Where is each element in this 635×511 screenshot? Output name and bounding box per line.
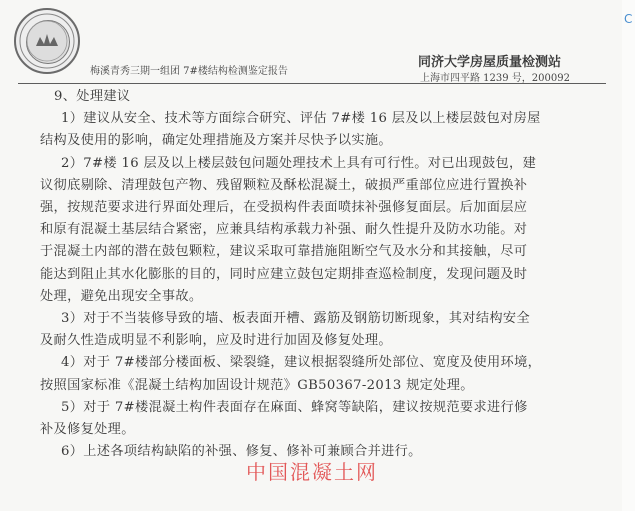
paragraph-line: 强，按规范要求进行界面处理后，在受损构件表面喷抹补强修复面层。后加面层应 — [40, 200, 528, 216]
site-watermark: 中国混凝土网 — [246, 460, 378, 484]
paragraph-line: 补及修复处理。 — [40, 422, 135, 438]
paragraph-line: 按照国家标准《混凝土结构加固设计规范》GB50367-2013 规定处理。 — [40, 377, 474, 393]
paragraph-line: 处理，避免出现安全事故。 — [40, 288, 203, 304]
section-heading: 9、处理建议 — [54, 89, 131, 104]
paragraph-line: 4）对于 7#楼部分楼面板、梁裂缝，建议根据裂缝所处部位、宽度及使用环境， — [61, 355, 542, 371]
paragraph-line: 于混凝土内部的潜在鼓包颗粒，建议采取可靠措施阻断空气及水分和其接触，尽可 — [40, 244, 528, 260]
paragraph-line: 5）对于 7#楼混凝土构件表面存在麻面、蜂窝等缺陷，建议按规范要求进行修 — [61, 399, 528, 415]
paragraph-line: 2）7#楼 16 层及以上楼层鼓包问题处理技术上具有可行性。对已出现鼓包，建 — [61, 155, 537, 171]
document-body — [40, 86, 570, 463]
organization-name: 同济大学房屋质量检测站 — [418, 55, 562, 70]
edge-letter: C — [624, 12, 633, 26]
header-divider — [18, 83, 606, 84]
paragraph-line: 6）上述各项结构缺陷的补强、修复、修补可兼顾合并进行。 — [61, 444, 422, 460]
paragraph-line: 结构及使用的影响，确定处理措施及方案并尽快予以实施。 — [40, 133, 392, 149]
seal-ring-icon — [16, 10, 78, 72]
paragraph-line: 及耐久性造成明显不利影响，应及时进行加固及修复处理。 — [40, 333, 392, 349]
report-title: 梅溪青秀三期一组团 7#楼结构检测鉴定报告 — [90, 66, 288, 77]
paragraph-line: 和原有混凝土基层结合紧密，应兼具结构承载力补强、耐久性提升及防水功能。对 — [40, 222, 528, 238]
paragraph-line: 1）建议从安全、技术等方面综合研究、评估 7#楼 16 层及以上楼层鼓包对房屋 — [61, 111, 541, 127]
paragraph-line: 3）对于不当装修导致的墙、板表面开槽、露筋及钢筋切断现象，其对结构安全 — [61, 311, 531, 327]
paragraph-line: 能达到阻止其水化膨胀的目的，同时应建立鼓包定期排查巡检制度，发现问题及时 — [40, 266, 528, 282]
university-seal-logo — [14, 8, 80, 74]
paragraph-line: 议彻底剔除、清理鼓包产物、残留颗粒及酥松混凝土，破损严重部位应进行置换补 — [40, 177, 528, 193]
organization-address: 上海市四平路 1239 号，200092 — [420, 73, 570, 84]
